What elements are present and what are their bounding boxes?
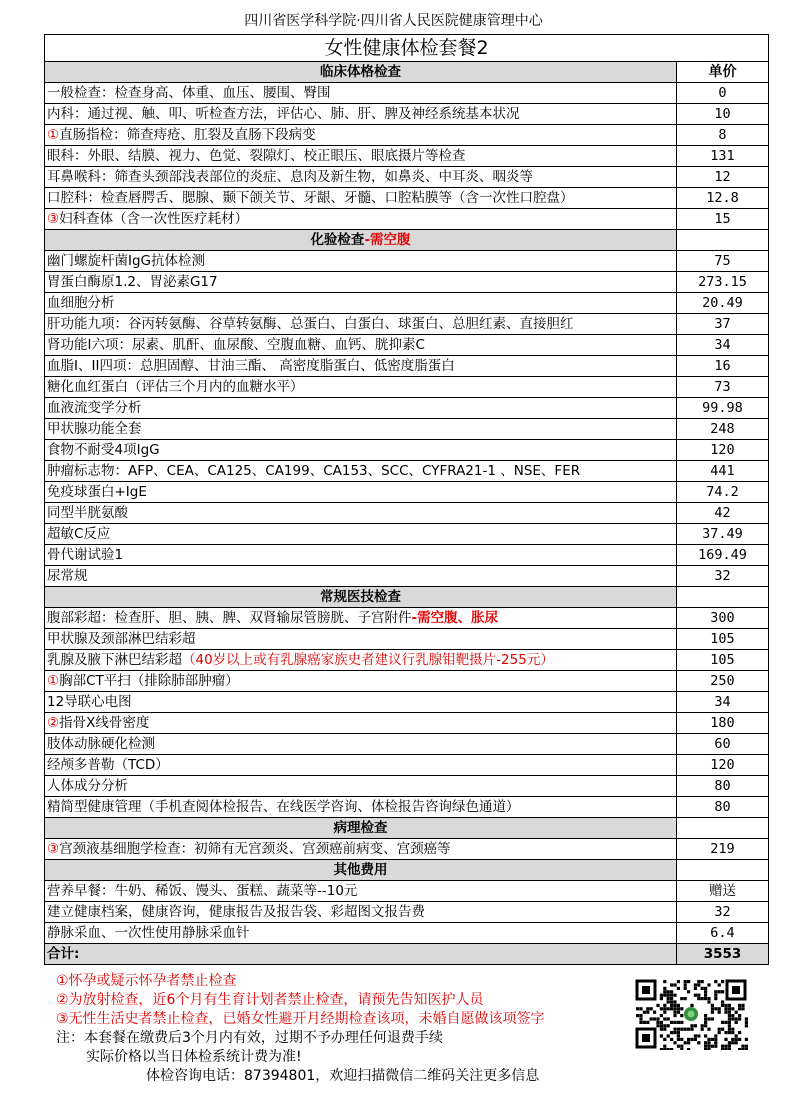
item-row [45, 629, 769, 650]
item-mark: ③ [47, 211, 60, 227]
item-text: 妇科查体（含一次性医疗耗材） [59, 211, 249, 227]
item-row [45, 461, 769, 482]
item-text: 糖化血红蛋白（评估三个月内的血糖水平） [47, 379, 304, 395]
item-price: 37 [677, 314, 769, 335]
item-row [45, 188, 769, 209]
item-price: 248 [677, 419, 769, 440]
item-text: 胸部CT平扫（排除肺部肿瘤） [59, 673, 239, 689]
item-text: 经颅多普勒（TCD） [47, 757, 169, 773]
item-description [45, 776, 677, 797]
item-row [45, 797, 769, 818]
item-description [45, 650, 677, 671]
item-description [45, 608, 677, 629]
item-price: 273.15 [677, 272, 769, 293]
item-description [45, 566, 677, 587]
item-text: 甲状腺功能全套 [47, 421, 142, 437]
section-title-text: 临床体格检查 [320, 64, 401, 80]
note-price: 实际价格以当日体检系统计费为准! [86, 1049, 302, 1065]
item-description [45, 272, 677, 293]
item-price: 15 [677, 209, 769, 230]
item-mark: ③ [47, 841, 60, 857]
item-price: 6.4 [677, 923, 769, 944]
item-description [45, 755, 677, 776]
item-description [45, 839, 677, 860]
item-description [45, 146, 677, 167]
item-price: 32 [677, 566, 769, 587]
item-row [45, 251, 769, 272]
section-header-row [45, 230, 769, 251]
item-price: 73 [677, 377, 769, 398]
section-title [45, 818, 677, 839]
item-price: 120 [677, 440, 769, 461]
item-row [45, 755, 769, 776]
item-description [45, 482, 677, 503]
price-header: 单价 [677, 62, 769, 83]
item-row [45, 125, 769, 146]
section-title [45, 587, 677, 608]
item-price: 12.8 [677, 188, 769, 209]
item-description [45, 671, 677, 692]
section-title [45, 860, 677, 881]
notes [56, 972, 545, 1086]
item-price: 32 [677, 902, 769, 923]
item-row [45, 608, 769, 629]
price-blank [677, 818, 769, 839]
item-price: 16 [677, 356, 769, 377]
item-description [45, 188, 677, 209]
item-text: 幽门螺旋杆菌IgG抗体检测 [47, 253, 206, 269]
item-text: 耳鼻喉科：筛查头颈部浅表部位的炎症、息肉及新生物，如鼻炎、中耳炎、咽炎等 [47, 169, 533, 185]
item-description [45, 461, 677, 482]
item-description [45, 902, 677, 923]
item-row [45, 923, 769, 944]
item-description [45, 692, 677, 713]
item-row [45, 104, 769, 125]
item-row [45, 272, 769, 293]
item-text: 尿常规 [47, 568, 88, 584]
item-text: 指骨X线骨密度 [59, 715, 150, 731]
item-description [45, 293, 677, 314]
item-note: -需空腹、胀尿 [411, 610, 499, 626]
item-text: 精简型健康管理（手机查阅体检报告、在线医学咨询、体检报告咨询绿色通道） [47, 799, 520, 815]
item-text: 肾功能I六项：尿素、肌酐、血尿酸、空腹血糖、血钙、胱抑素C [47, 337, 425, 353]
item-price: 37.49 [677, 524, 769, 545]
item-price: 赠送 [677, 881, 769, 902]
item-text: 建立健康档案，健康咨询，健康报告及报告袋、彩超图文报告费 [47, 904, 425, 920]
item-price: 80 [677, 797, 769, 818]
item-text: 血液流变学分析 [47, 400, 142, 416]
checkup-package-table [44, 34, 769, 965]
item-description [45, 83, 677, 104]
item-row [45, 209, 769, 230]
item-description [45, 713, 677, 734]
item-row [45, 356, 769, 377]
item-price: 219 [677, 839, 769, 860]
item-row [45, 314, 769, 335]
item-row [45, 902, 769, 923]
item-price: 74.2 [677, 482, 769, 503]
item-text: 免疫球蛋白+IgE [47, 484, 147, 500]
item-price: 34 [677, 335, 769, 356]
note-warning-3: ③无性生活史者禁止检查，已婚女性避开月经期检查该项，未婚自愿做该项签字 [56, 1011, 545, 1027]
item-row [45, 650, 769, 671]
item-text: 甲状腺及颈部淋巴结彩超 [47, 631, 196, 647]
title-row [45, 35, 769, 62]
price-blank [677, 587, 769, 608]
item-price: 105 [677, 629, 769, 650]
item-text: 口腔科：检查唇腭舌、腮腺、颞下颌关节、牙龈、牙髓、口腔粘膜等（含一次性口腔盘） [47, 190, 574, 206]
item-text: 一般检查：检查身高、体重、血压、腰围、臀围 [47, 85, 331, 101]
item-description [45, 104, 677, 125]
price-blank [677, 860, 769, 881]
item-description [45, 797, 677, 818]
item-text: 人体成分分析 [47, 778, 128, 794]
item-description [45, 398, 677, 419]
total-row [45, 944, 769, 965]
item-text: 肿瘤标志物：AFP、CEA、CA125、CA199、CA153、SCC、CYFRA21-1 、NSE、FER [47, 463, 581, 479]
item-description [45, 923, 677, 944]
package-title: 女性健康体检套餐2 [45, 35, 769, 62]
item-row [45, 146, 769, 167]
item-row [45, 545, 769, 566]
item-row [45, 419, 769, 440]
item-price: 60 [677, 734, 769, 755]
item-row [45, 398, 769, 419]
total-label: 合计: [45, 944, 677, 965]
section-header-row [45, 818, 769, 839]
item-price: 8 [677, 125, 769, 146]
section-title-text: 其他费用 [333, 862, 388, 878]
item-row [45, 503, 769, 524]
item-text: 肝功能九项：谷丙转氨酶、谷草转氨酶、总蛋白、白蛋白、球蛋白、总胆红素、直接胆红 [47, 316, 574, 332]
section-header-row [45, 62, 769, 83]
item-description [45, 440, 677, 461]
item-price: 20.49 [677, 293, 769, 314]
item-description [45, 545, 677, 566]
price-blank [677, 230, 769, 251]
item-row [45, 293, 769, 314]
item-row [45, 734, 769, 755]
item-text: 超敏C反应 [47, 526, 111, 542]
item-text: 乳腺及腋下淋巴结彩超 [47, 652, 182, 668]
item-price: 99.98 [677, 398, 769, 419]
item-text: 眼科：外眼、结膜、视力、色觉、裂隙灯、校正眼压、眼底摄片等检查 [47, 148, 466, 164]
item-description [45, 503, 677, 524]
item-price: 441 [677, 461, 769, 482]
item-price: 105 [677, 650, 769, 671]
item-text: 静脉采血、一次性使用静脉采血针 [47, 925, 250, 941]
item-price: 0 [677, 83, 769, 104]
item-row [45, 776, 769, 797]
item-description [45, 125, 677, 146]
item-price: 250 [677, 671, 769, 692]
item-text: 营养早餐：牛奶、稀饭、馒头、蛋糕、蔬菜等--10元 [47, 883, 358, 899]
section-title [45, 62, 677, 83]
item-row [45, 335, 769, 356]
section-title-text: 常规医技检查 [320, 589, 401, 605]
item-description [45, 377, 677, 398]
item-description [45, 356, 677, 377]
item-mark: ② [47, 715, 60, 731]
item-description [45, 335, 677, 356]
item-row [45, 167, 769, 188]
item-text: 直肠指检：筛查痔疮、肛裂及直肠下段病变 [59, 127, 316, 143]
item-text: 血细胞分析 [47, 295, 115, 311]
item-price: 12 [677, 167, 769, 188]
item-description [45, 167, 677, 188]
item-description [45, 629, 677, 650]
note-warning-1: ①怀孕或疑示怀孕者禁止检查 [56, 973, 237, 989]
section-title-text: 病理检查 [333, 820, 388, 836]
item-price: 10 [677, 104, 769, 125]
item-price: 42 [677, 503, 769, 524]
section-title-note: -需空腹 [364, 232, 411, 248]
total-value: 3553 [677, 944, 769, 965]
item-row [45, 839, 769, 860]
item-row [45, 377, 769, 398]
item-row [45, 881, 769, 902]
item-text: 宫颈液基细胞学检查：初筛有无宫颈炎、宫颈癌前病变、宫颈癌等 [59, 841, 451, 857]
item-text: 食物不耐受4项IgG [47, 442, 160, 458]
item-price: 169.49 [677, 545, 769, 566]
item-mark: ① [47, 673, 60, 689]
item-row [45, 692, 769, 713]
item-row [45, 566, 769, 587]
item-description [45, 524, 677, 545]
note-validity: 注：本套餐在缴费后3个月内有效，过期不予办理任何退费手续 [56, 1030, 443, 1046]
item-row [45, 671, 769, 692]
item-description [45, 734, 677, 755]
item-text: 同型半胱氨酸 [47, 505, 128, 521]
item-price: 80 [677, 776, 769, 797]
item-description [45, 251, 677, 272]
item-price: 300 [677, 608, 769, 629]
item-text: 腹部彩超：检查肝、胆、胰、脾、双肾输尿管膀胱、子宫附件 [47, 610, 412, 626]
item-description [45, 881, 677, 902]
item-mark: ① [47, 127, 60, 143]
item-row [45, 482, 769, 503]
note-contact: 体检咨询电话：87394801，欢迎扫描微信二维码关注更多信息 [146, 1068, 540, 1084]
item-description [45, 314, 677, 335]
item-text: 肢体动脉硬化检测 [47, 736, 155, 752]
item-price: 120 [677, 755, 769, 776]
item-text: 12导联心电图 [47, 694, 132, 710]
item-price: 34 [677, 692, 769, 713]
item-row [45, 440, 769, 461]
item-description [45, 209, 677, 230]
item-text: 胃蛋白酶原1.2、胃泌素G17 [47, 274, 218, 290]
item-text: 内科：通过视、触、叩、听检查方法，评估心、肺、肝、脾及神经系统基本状况 [47, 106, 520, 122]
item-price: 75 [677, 251, 769, 272]
section-header-row [45, 860, 769, 881]
item-price: 131 [677, 146, 769, 167]
wechat-qr-code-icon [634, 978, 748, 1050]
item-row [45, 713, 769, 734]
item-note: （40岁以上或有乳腺癌家族史者建议行乳腺钼靶摄片-255元） [182, 652, 554, 668]
item-row [45, 524, 769, 545]
item-row [45, 83, 769, 104]
note-warning-2: ②为放射检查，近6个月有生育计划者禁止检查，请预先告知医护人员 [56, 992, 484, 1008]
org-header: 四川省医学科学院·四川省人民医院健康管理中心 [244, 13, 543, 29]
item-text: 骨代谢试验1 [47, 547, 124, 563]
item-description [45, 419, 677, 440]
section-title [45, 230, 677, 251]
item-text: 血脂I、II四项：总胆固醇、甘油三酯、 高密度脂蛋白、低密度脂蛋白 [47, 358, 455, 374]
item-price: 180 [677, 713, 769, 734]
section-title-text: 化验检查 [310, 232, 365, 248]
section-header-row [45, 587, 769, 608]
